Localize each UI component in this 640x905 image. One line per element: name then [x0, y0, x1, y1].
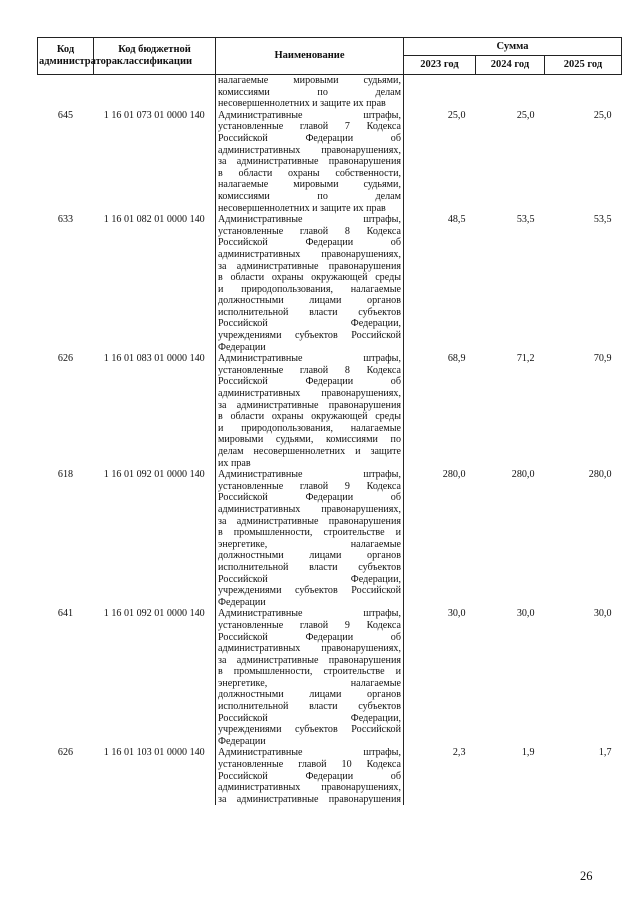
value-2025-cell: 30,0	[593, 608, 612, 620]
name-line: исполнительной власти субъектов	[218, 701, 401, 713]
budget-code-cell	[94, 75, 216, 110]
value-2025-cell: 25,0	[593, 109, 612, 121]
name-line: установленные главой 9 Кодекса	[218, 619, 401, 631]
table-row	[38, 214, 622, 353]
value-2023-cell: 30,0	[447, 608, 466, 620]
value-2023-cell	[404, 75, 476, 110]
name-line: исполнительной власти субъектов	[218, 561, 401, 573]
name-line: мировыми судьями, комиссиями по	[218, 434, 401, 446]
name-line: налагаемые мировыми судьями,	[218, 75, 401, 86]
name-line: Российской Федерации об	[218, 492, 401, 504]
value-2023-cell: 2,3	[452, 747, 466, 759]
name-line: комиссиями по делам	[218, 86, 401, 98]
name-cell	[216, 608, 404, 747]
name-line: их прав	[218, 457, 251, 469]
name-cell	[216, 469, 404, 608]
name-line: за административные правонарушения	[218, 793, 401, 805]
name-line: в области охраны окружающей среды	[218, 411, 401, 423]
name-line: и природопользования, налагаемые	[218, 422, 401, 434]
budget-code-cell: 1 16 01 082 01 0000 140	[103, 214, 205, 226]
name-line: за административные правонарушения	[218, 260, 401, 272]
header-name: Наименование	[216, 38, 404, 75]
name-line: административных правонарушениях,	[218, 643, 401, 655]
name-line: установленные главой 9 Кодекса	[218, 480, 401, 492]
value-2023-cell: 48,5	[447, 214, 466, 226]
name-line: должностными лицами органов	[218, 295, 401, 307]
name-line: Административные штрафы,	[218, 469, 401, 481]
budget-code-cell: 1 16 01 092 01 0000 140	[103, 608, 205, 620]
name-line: Федерации	[218, 596, 266, 608]
admin-code-cell: 633	[57, 214, 74, 226]
name-line: за административные правонарушения	[218, 515, 401, 527]
name-line: в промышленности, строительстве и	[218, 527, 401, 539]
value-2024-cell: 280,0	[511, 469, 535, 481]
admin-code-cell: 645	[57, 109, 74, 121]
name-cell	[216, 110, 404, 214]
name-line: в области охраны собственности,	[218, 167, 401, 179]
name-line: Российской Федерации,	[218, 318, 401, 330]
name-line: исполнительной власти субъектов	[218, 306, 401, 318]
value-2023-cell: 25,0	[447, 109, 466, 121]
table-row	[38, 110, 622, 214]
name-cell	[216, 353, 404, 469]
name-line: и природопользования, налагаемые	[218, 283, 401, 295]
value-2025-cell: 1,7	[598, 747, 612, 759]
name-line: Российской Федерации об	[218, 237, 401, 249]
budget-code-cell: 1 16 01 083 01 0000 140	[103, 353, 205, 365]
header-admin-code: Код администратора	[38, 38, 94, 75]
name-cell	[216, 214, 404, 353]
value-2025-cell: 53,5	[593, 214, 612, 226]
name-line: энергетике, налагаемые	[218, 677, 401, 689]
name-line: в промышленности, строительстве и	[218, 666, 401, 678]
header-sum: Сумма	[404, 38, 622, 56]
budget-code-cell: 1 16 01 103 01 0000 140	[103, 747, 205, 759]
admin-code-cell: 626	[57, 353, 74, 365]
value-2025-cell	[545, 75, 622, 110]
name-line: учреждениями субъектов Российской	[218, 585, 401, 597]
name-line: за административные правонарушения	[218, 654, 401, 666]
table-row	[38, 608, 622, 747]
name-line: установленные главой 7 Кодекса	[218, 121, 401, 133]
value-2025-cell: 280,0	[588, 469, 612, 481]
name-line: должностными лицами органов	[218, 689, 401, 701]
table-body	[38, 75, 622, 806]
name-cell	[216, 75, 404, 110]
name-line: учреждениями субъектов Российской	[218, 330, 401, 342]
name-line: комиссиями по делам	[218, 190, 401, 202]
name-line: несовершеннолетних и защите их прав	[218, 98, 386, 110]
name-line: Российской Федерации об	[218, 132, 401, 144]
name-line: административных правонарушениях,	[218, 782, 401, 794]
name-line: Российской Федерации об	[218, 631, 401, 643]
table-row	[38, 469, 622, 608]
header-year-2024: 2024 год	[476, 56, 545, 75]
header-year-2023: 2023 год	[404, 56, 476, 75]
budget-code-cell: 1 16 01 092 01 0000 140	[103, 469, 205, 481]
name-line: делам несовершеннолетних и защите	[218, 446, 401, 457]
admin-code-cell: 618	[57, 469, 74, 481]
value-2023-cell: 280,0	[442, 469, 466, 481]
name-line: административных правонарушениях,	[218, 388, 401, 400]
table-header	[38, 38, 622, 75]
header-year-2025: 2025 год	[545, 56, 622, 75]
name-line: административных правонарушениях,	[218, 503, 401, 515]
table-row	[38, 353, 622, 469]
page-number: 26	[580, 869, 593, 883]
admin-code-cell: 641	[57, 608, 74, 620]
value-2025-cell: 70,9	[593, 353, 612, 365]
name-line: административных правонарушениях,	[218, 248, 401, 260]
value-2024-cell: 53,5	[516, 214, 535, 226]
name-line: административных правонарушениях,	[218, 144, 401, 156]
name-line: установленные главой 10 Кодекса	[218, 759, 401, 771]
name-line: установленные главой 8 Кодекса	[218, 225, 401, 237]
name-line: в области охраны окружающей среды	[218, 272, 401, 284]
name-line: Российской Федерации об	[218, 376, 401, 388]
name-line: Российской Федерации об	[218, 770, 401, 782]
budget-table	[37, 37, 622, 805]
value-2023-cell: 68,9	[447, 353, 466, 365]
admin-code-cell: 626	[57, 747, 74, 759]
name-line: за административные правонарушения	[218, 399, 401, 411]
name-line: энергетике, налагаемые	[218, 538, 401, 550]
name-line: Административные штрафы,	[218, 747, 401, 759]
name-cell	[216, 747, 404, 805]
admin-code-cell	[38, 75, 94, 110]
value-2024-cell: 25,0	[516, 109, 535, 121]
name-line: несовершеннолетних и защите их прав	[218, 202, 386, 214]
name-line: Административные штрафы,	[218, 109, 401, 121]
name-line: должностными лицами органов	[218, 550, 401, 562]
name-line: Федерации	[218, 735, 266, 747]
name-line: учреждениями субъектов Российской	[218, 724, 401, 736]
name-line: установленные главой 8 Кодекса	[218, 364, 401, 376]
name-line: Российской Федерации,	[218, 573, 401, 585]
table-row-continuation	[38, 75, 622, 110]
name-line: Федерации	[218, 341, 266, 353]
budget-code-cell: 1 16 01 073 01 0000 140	[103, 109, 205, 121]
name-line: Административные штрафы,	[218, 608, 401, 620]
name-line: Административные штрафы,	[218, 214, 401, 226]
value-2024-cell: 30,0	[516, 608, 535, 620]
value-2024-cell	[476, 75, 545, 110]
value-2024-cell: 71,2	[516, 353, 535, 365]
header-budget-code: Код бюджетной классификации	[94, 38, 216, 75]
name-line: налагаемые мировыми судьями,	[218, 179, 401, 191]
value-2024-cell: 1,9	[521, 747, 535, 759]
name-line: за административные правонарушения	[218, 156, 401, 168]
name-line: Российской Федерации,	[218, 712, 401, 724]
table-row	[38, 747, 622, 805]
name-line: Административные штрафы,	[218, 353, 401, 365]
